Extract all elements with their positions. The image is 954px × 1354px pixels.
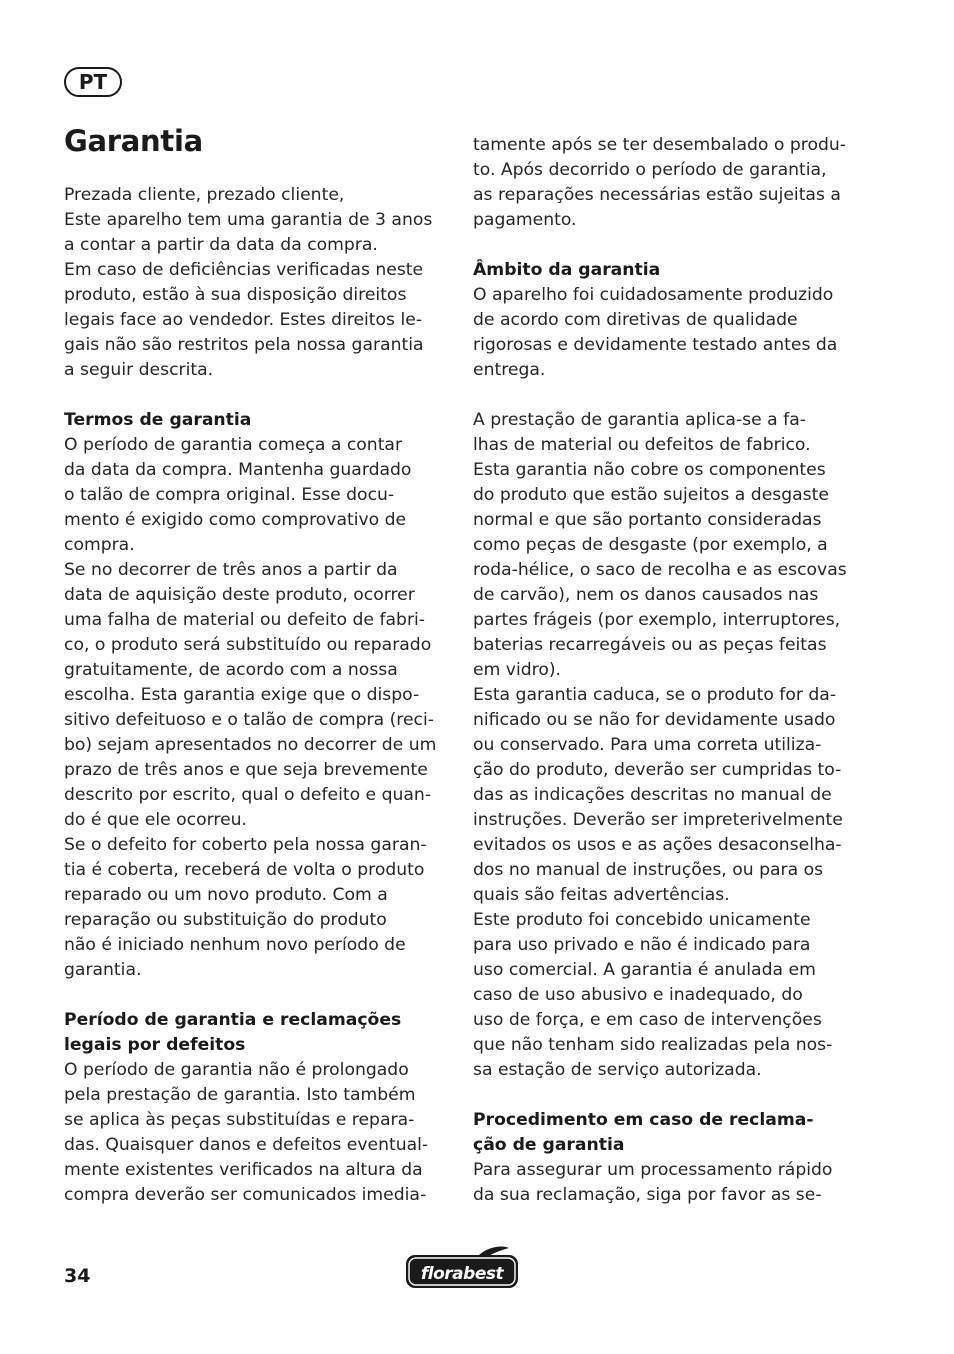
section-heading: Termos de garantia — [64, 410, 252, 430]
text-line: O período de garantia não é prolongado — [64, 1060, 409, 1080]
text-line: para uso privado e não é indicado para — [473, 935, 811, 955]
language-code: PT — [78, 70, 108, 94]
text-line: Em caso de deficiências verificadas neste — [64, 260, 424, 280]
language-badge — [64, 67, 122, 97]
text-line: Para assegurar um processamento rápido — [473, 1160, 833, 1180]
text-line: normal e que são portanto consideradas — [473, 510, 822, 530]
text-line: do é que ele ocorreu. — [64, 810, 248, 830]
text-line: pagamento. — [473, 210, 577, 230]
text-line: quais são feitas advertências. — [473, 885, 730, 905]
text-line: caso de uso abusivo e inadequado, do — [473, 985, 803, 1005]
text-line: reparação ou substituição do produto — [64, 910, 387, 930]
text-line: Se o defeito for coberto pela nossa garan- — [64, 835, 427, 855]
text-line: do produto que estão sujeitos a desgaste — [473, 485, 829, 505]
blank-line — [473, 233, 858, 258]
blank-line — [64, 383, 449, 408]
text-line: que não tenham sido realizadas pela nos- — [473, 1035, 833, 1055]
page-title: Garantia — [64, 124, 203, 158]
text-line: nificado ou se não for devidamente usado — [473, 710, 836, 730]
text-line: evitados os usos e as ações desaconselha- — [473, 835, 842, 855]
florabest-logo — [405, 1246, 519, 1290]
text-line: produto, estão à sua disposição direitos — [64, 285, 407, 305]
text-line: de carvão), nem os danos causados nas — [473, 585, 819, 605]
text-line: bo) sejam apresentados no decorrer de um — [64, 735, 437, 755]
text-line: da sua reclamação, siga por favor as se- — [473, 1185, 822, 1205]
text-line: uso comercial. A garantia é anulada em — [473, 960, 816, 980]
text-line: rigorosas e devidamente testado antes da — [473, 335, 838, 355]
text-line: garantia. — [64, 960, 142, 980]
section-heading: Âmbito da garantia — [473, 260, 661, 280]
text-line: to. Após decorrido o período de garantia, — [473, 160, 827, 180]
text-line: gais não são restritos pela nossa garantia — [64, 335, 424, 355]
text-line: se aplica às peças substituídas e repara- — [64, 1110, 415, 1130]
text-line: uso de força, e em caso de intervenções — [473, 1010, 822, 1030]
text-line: ou conservado. Para uma correta utiliza- — [473, 735, 822, 755]
page-number: 34 — [64, 1265, 91, 1287]
text-line: de acordo com diretivas de qualidade — [473, 310, 798, 330]
text-line: Este produto foi concebido unicamente — [473, 910, 811, 930]
text-line: roda-hélice, o saco de recolha e as escovas — [473, 560, 847, 580]
text-line: Este aparelho tem uma garantia de 3 anos — [64, 210, 433, 230]
text-line: compra deverão ser comunicados imedia- — [64, 1185, 427, 1205]
text-line: não é iniciado nenhum novo período de — [64, 935, 406, 955]
text-line: como peças de desgaste (por exemplo, a — [473, 535, 828, 555]
text-line: instruções. Deverão ser impreterivelmente — [473, 810, 843, 830]
text-line: Se no decorrer de três anos a partir da — [64, 560, 398, 580]
section-heading: legais por defeitos — [64, 1035, 246, 1055]
text-line: escolha. Esta garantia exige que o dispo- — [64, 685, 420, 705]
text-line: o talão de compra original. Esse docu- — [64, 485, 395, 505]
text-line: O aparelho foi cuidadosamente produzido — [473, 285, 834, 305]
text-line: dos no manual de instruções, ou para os — [473, 860, 824, 880]
text-line: mento é exigido como comprovativo de — [64, 510, 407, 530]
text-line: entrega. — [473, 360, 546, 380]
text-line: Esta garantia não cobre os componentes — [473, 460, 826, 480]
text-line: em vidro). — [473, 660, 562, 680]
text-line: reparado ou um novo produto. Com a — [64, 885, 388, 905]
text-line: sitivo defeituoso e o talão de compra (reci- — [64, 710, 434, 730]
right-column — [473, 133, 858, 1208]
text-line: O período de garantia começa a contar — [64, 435, 403, 455]
text-line: descrito por escrito, qual o defeito e quan- — [64, 785, 432, 805]
text-line: a seguir descrita. — [64, 360, 214, 380]
text-line: partes frágeis (por exemplo, interruptores, — [473, 610, 841, 630]
text-line: legais face ao vendedor. Estes direitos le- — [64, 310, 423, 330]
section-heading: Período de garantia e reclamações — [64, 1010, 402, 1030]
blank-line — [473, 1083, 858, 1108]
text-line: as reparações necessárias estão sujeitas a — [473, 185, 841, 205]
text-line: Esta garantia caduca, se o produto for da- — [473, 685, 837, 705]
logo-text: florabest — [420, 1264, 504, 1284]
text-line: baterias recarregáveis ou as peças feitas — [473, 635, 827, 655]
blank-line — [64, 983, 449, 1008]
text-line: compra. — [64, 535, 135, 555]
text-line: prazo de três anos e que seja brevemente — [64, 760, 428, 780]
text-line: a contar a partir da data da compra. — [64, 235, 378, 255]
text-line: Prezada cliente, prezado cliente, — [64, 185, 345, 205]
blank-line — [473, 383, 858, 408]
text-line: da data da compra. Mantenha guardado — [64, 460, 412, 480]
text-line: ção do produto, deverão ser cumpridas to- — [473, 760, 842, 780]
text-line: pela prestação de garantia. Isto também — [64, 1085, 416, 1105]
text-line: lhas de material ou defeitos de fabrico. — [473, 435, 811, 455]
left-column — [64, 183, 449, 1208]
text-line: das. Quaisquer danos e defeitos eventual- — [64, 1135, 429, 1155]
section-heading: Procedimento em caso de reclama- — [473, 1110, 814, 1130]
text-line: A prestação de garantia aplica-se a fa- — [473, 410, 806, 430]
text-line: das as indicações descritas no manual de — [473, 785, 832, 805]
text-line: data de aquisição deste produto, ocorrer — [64, 585, 415, 605]
text-line: mente existentes verificados na altura da — [64, 1160, 423, 1180]
text-line: uma falha de material ou defeito de fabri- — [64, 610, 425, 630]
text-line: tamente após se ter desembalado o produ- — [473, 135, 846, 155]
text-line: gratuitamente, de acordo com a nossa — [64, 660, 398, 680]
section-heading: ção de garantia — [473, 1135, 625, 1155]
text-line: co, o produto será substituído ou reparado — [64, 635, 432, 655]
text-line: tia é coberta, receberá de volta o produto — [64, 860, 425, 880]
text-line: sa estação de serviço autorizada. — [473, 1060, 762, 1080]
